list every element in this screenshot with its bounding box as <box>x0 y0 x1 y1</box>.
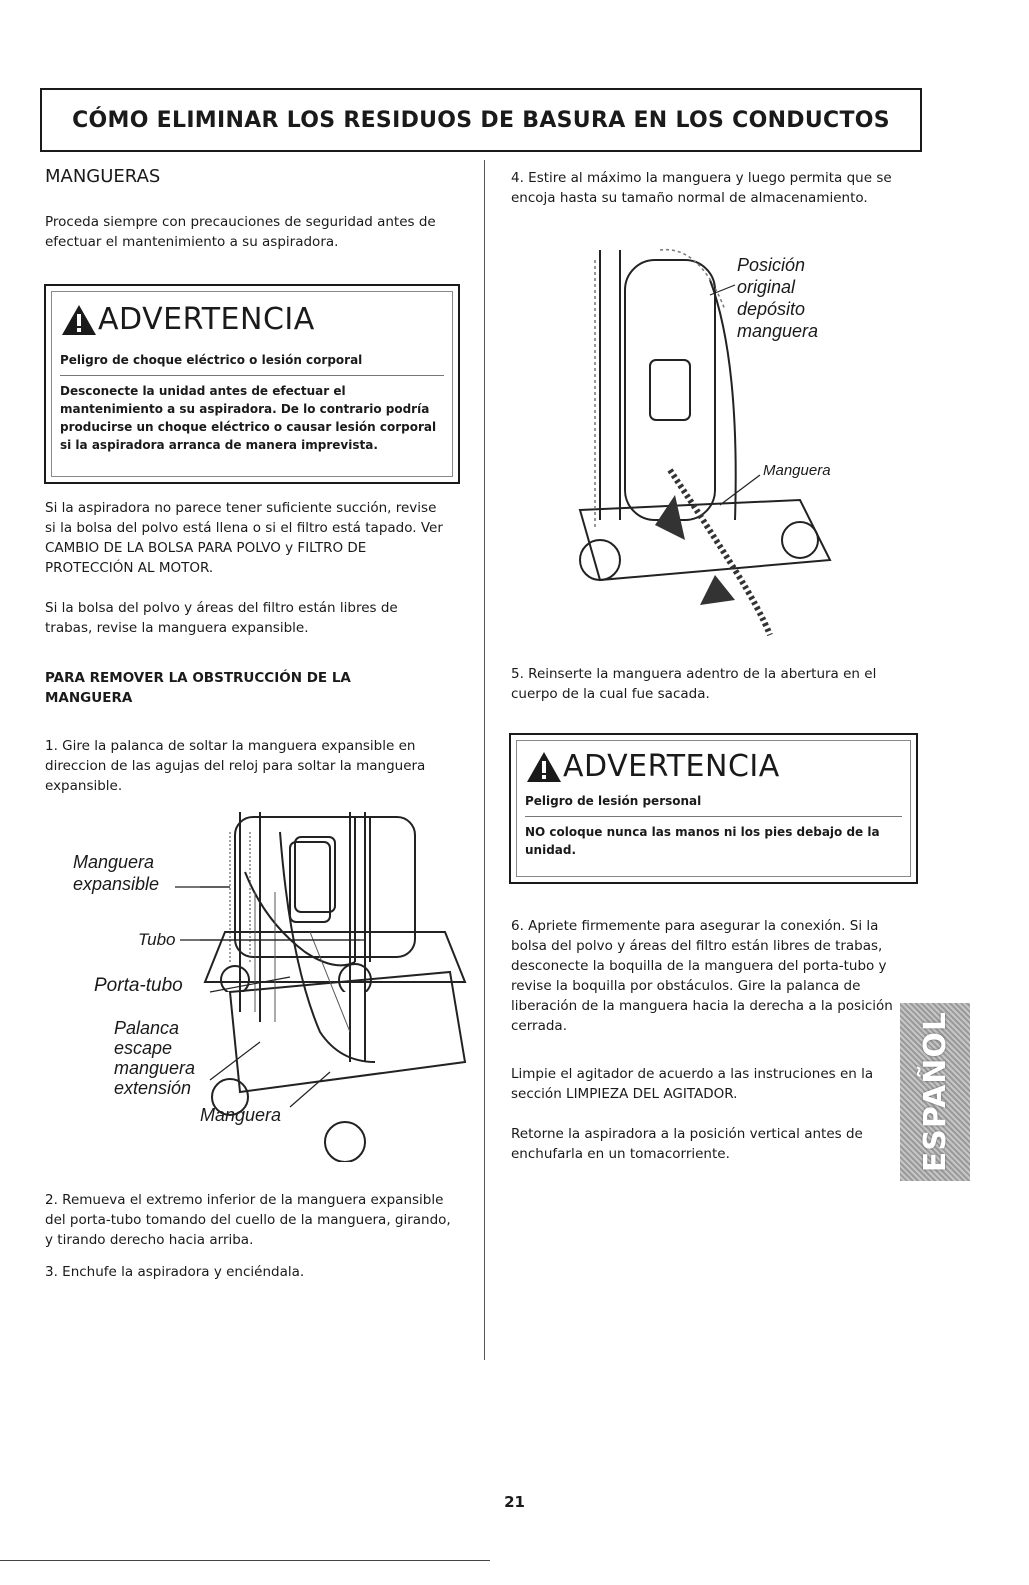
label-original-position-3: depósito <box>737 299 806 319</box>
warning-triangle-icon <box>60 303 98 337</box>
label-original-position-4: manguera <box>737 321 819 341</box>
label-lever-1: Palanca <box>114 1018 180 1038</box>
warning-subtitle: Peligro de choque eléctrico o lesión corporal <box>60 353 363 367</box>
bottom-rule <box>0 1560 490 1561</box>
warning-box-electric <box>44 284 460 484</box>
label-lever-2: escape <box>114 1038 173 1058</box>
label-hose-1: Manguera <box>200 1105 282 1125</box>
intro-paragraph: Proceda siempre con precauciones de seguridad antes de efectuar el mantenimiento a su aspiradora. <box>45 214 436 250</box>
label-original-position-1: Posición <box>737 255 806 275</box>
return-upright-paragraph: Retorne la aspiradora a la posición vertical antes de enchufarla en un tomacorriente. <box>511 1126 863 1162</box>
warning-rule <box>525 816 902 817</box>
step-6: 6. Apriete firmemente para asegurar la conexión. Si la bolsa del polvo y áreas del filtro están libres de trabas, desconecte la boquilla de la manguera del porta-tubo y revise la boquilla por obstáculos. Gire la palanca de liberación de la manguera hacia la derecha a la posición cerrada. <box>511 918 893 1034</box>
label-lever-3: manguera <box>114 1058 196 1078</box>
label-tube: Tubo <box>138 930 176 949</box>
label-expansible-hose-1: Manguera <box>73 852 155 872</box>
step-5: 5. Reinserte la manguera adentro de la abertura en el cuerpo de la cual fue sacada. <box>511 666 877 702</box>
label-lever-4: extensión <box>114 1078 192 1098</box>
vacuum-illustration-1-body <box>200 812 480 1162</box>
title-box <box>40 88 922 152</box>
warning-triangle-icon <box>525 750 563 784</box>
page-title: CÓMO ELIMINAR LOS RESIDUOS DE BASURA EN LOS CONDUCTOS <box>72 107 890 133</box>
warning-rule <box>60 375 444 376</box>
subheading-remove-obstruction: PARA REMOVER LA OBSTRUCCIÓN DE LA MANGUERA <box>45 670 351 706</box>
suction-paragraph: Si la aspiradora no parece tener suficiente succión, revise si la bolsa del polvo está llena o si el filtro está tapado. Ver CAMBIO DE LA BOLSA PARA POLVO y FILTRO DE PROTECCIÓN AL MOTOR. <box>45 500 443 576</box>
label-original-position-2: original <box>737 277 796 297</box>
column-divider <box>484 160 485 1360</box>
label-tube-holder: Porta-tubo <box>94 975 183 996</box>
warning-subtitle: Peligro de lesión personal <box>525 794 702 808</box>
step-2: 2. Remueva el extremo inferior de la manguera expansible del porta-tubo tomando del cuello de la manguera, girando, y tirando derecho hacia arriba. <box>45 1192 451 1248</box>
step-1: 1. Gire la palanca de soltar la manguera expansible en direccion de las agujas del reloj para soltar la manguera expansible. <box>45 738 426 794</box>
filter-paragraph: Si la bolsa del polvo y áreas del filtro están libres de trabas, revise la manguera expansible. <box>45 600 398 636</box>
label-expansible-hose-2: expansible <box>73 874 160 894</box>
page-number: 21 <box>504 1493 525 1511</box>
warning-body: NO coloque nunca las manos ni los pies debajo de la unidad. <box>525 825 880 857</box>
warning-heading: ADVERTENCIA <box>60 302 444 337</box>
step-4: 4. Estire al máximo la manguera y luego permita que se encoja hasta su tamaño normal de almacenamiento. <box>511 170 892 206</box>
warning-heading: ADVERTENCIA <box>525 749 902 784</box>
warning-body: Desconecte la unidad antes de efectuar el mantenimiento a su aspiradora. De lo contrario podría producirse un choque eléctrico o causar lesión corporal si la aspiradora arranca de manera imprevista. <box>60 384 437 452</box>
language-tab: ESPAÑOL <box>900 1003 970 1181</box>
warning-box-injury <box>509 733 918 884</box>
section-title: MANGUERAS <box>45 166 161 187</box>
clean-agitator-paragraph: Limpie el agitador de acuerdo a las instruciones en la sección LIMPIEZA DEL AGITADOR. <box>511 1066 874 1102</box>
label-hose-2: Manguera <box>763 462 831 479</box>
step-3: 3. Enchufe la aspiradora y enciéndala. <box>45 1264 305 1280</box>
